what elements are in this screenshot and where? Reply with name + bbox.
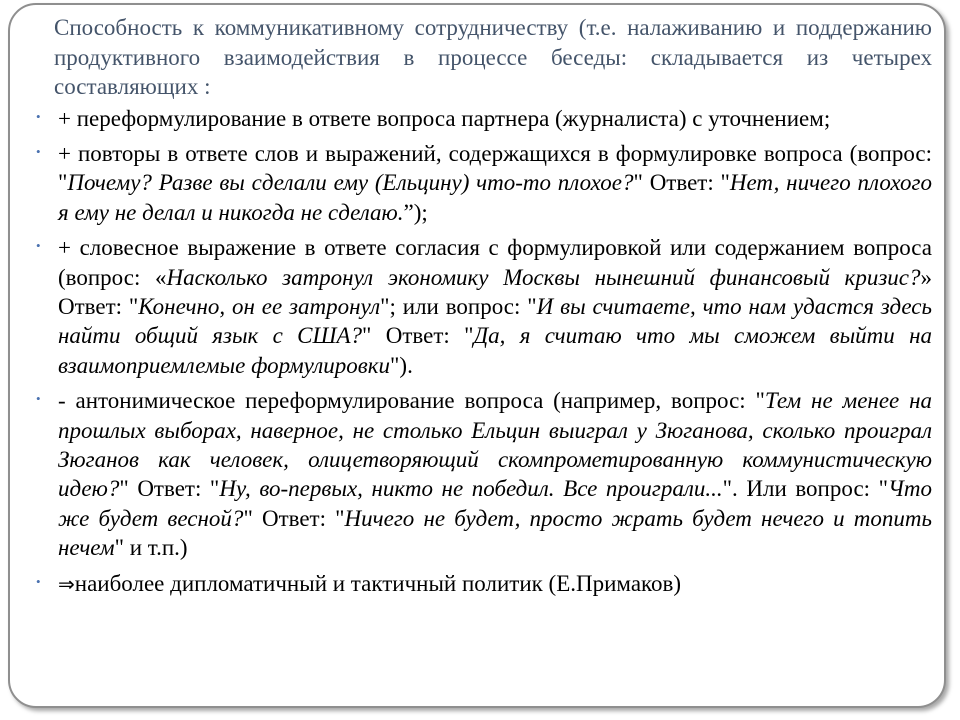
item-text: "; или вопрос: " [380, 293, 537, 319]
item-text: " Ответ: " [119, 476, 220, 502]
quote-answer: Ничего не будет, просто жрать будет нечего и топить нечем [58, 505, 932, 561]
implies-arrow-icon: ⇒ [58, 571, 75, 596]
quote-question: Тем не менее на прошлых выборах, наверное, не столько Ельцин выиграл у Зюганова, сколько проиграл Зюганов как человек, олицетворяющий скомпрометированную коммунистическую идею? [58, 388, 932, 502]
list-item [32, 104, 932, 133]
quote-answer: Нет, ничего плохого я ему не делал и никогда не сделаю. [58, 170, 932, 225]
item-text: " Ответ: " [633, 170, 730, 196]
item-text: + повторы в ответе слов и выражений, содержащихся в формулировке вопроса (вопрос: " [58, 140, 932, 196]
item-text: " Ответ: " [243, 505, 345, 531]
bullet-icon: • [36, 391, 41, 407]
quote-answer: Да, я считаю что мы сможем выйти на взаимоприемлемые формулировки [58, 323, 932, 378]
list-item [32, 386, 932, 562]
intro-paragraph: Способность к коммуникативному сотрудничеству (т.е. налаживанию и поддержанию продуктивного взаимодействия в процессе беседы: складывается из четырех составляющих : [54, 15, 932, 99]
slide-content [32, 13, 932, 599]
quote-answer: Ну, во-первых, никто не победил. Все проиграли... [219, 476, 723, 502]
item-text: "). [390, 352, 413, 378]
item-text: ”); [403, 199, 428, 225]
item-text: ". Или вопрос: " [722, 476, 889, 502]
list-item [32, 139, 932, 227]
quote-answer: Конечно, он ее затронул [138, 293, 381, 319]
bullet-list [32, 104, 932, 600]
item-text: наиболее дипломатичный и тактичный политик (Е.Примаков) [74, 570, 682, 596]
item-text: " и т.п.) [114, 535, 188, 561]
quote-question: И вы считаете, что нам удастся здесь найти общий язык с США? [58, 293, 932, 349]
item-text: » Ответ: " [58, 264, 933, 319]
bullet-icon: • [36, 143, 41, 159]
bullet-icon: • [36, 573, 41, 589]
bullet-icon: • [36, 108, 41, 124]
list-item [32, 233, 932, 380]
quote-question: Почему? Разве вы сделали ему (Ельцину) что-то плохое? [67, 170, 634, 196]
item-text: + словесное выражение в ответе согласия с формулировкой или содержанием вопроса (вопрос: « [58, 235, 932, 290]
item-text: + переформулирование в ответе вопроса партнера (журналиста) с уточнением; [58, 105, 831, 131]
slide-frame [8, 3, 946, 708]
item-text: - антонимическое переформулирование вопроса (например, вопрос: " [58, 388, 765, 414]
quote-question: Насколько затронул экономику Москвы нынешний финансовый кризис? [166, 264, 921, 290]
quote-question: Что же будет весной? [58, 476, 932, 531]
bullet-icon: • [36, 238, 41, 254]
list-item [32, 569, 932, 599]
item-text: " Ответ: " [362, 323, 474, 349]
